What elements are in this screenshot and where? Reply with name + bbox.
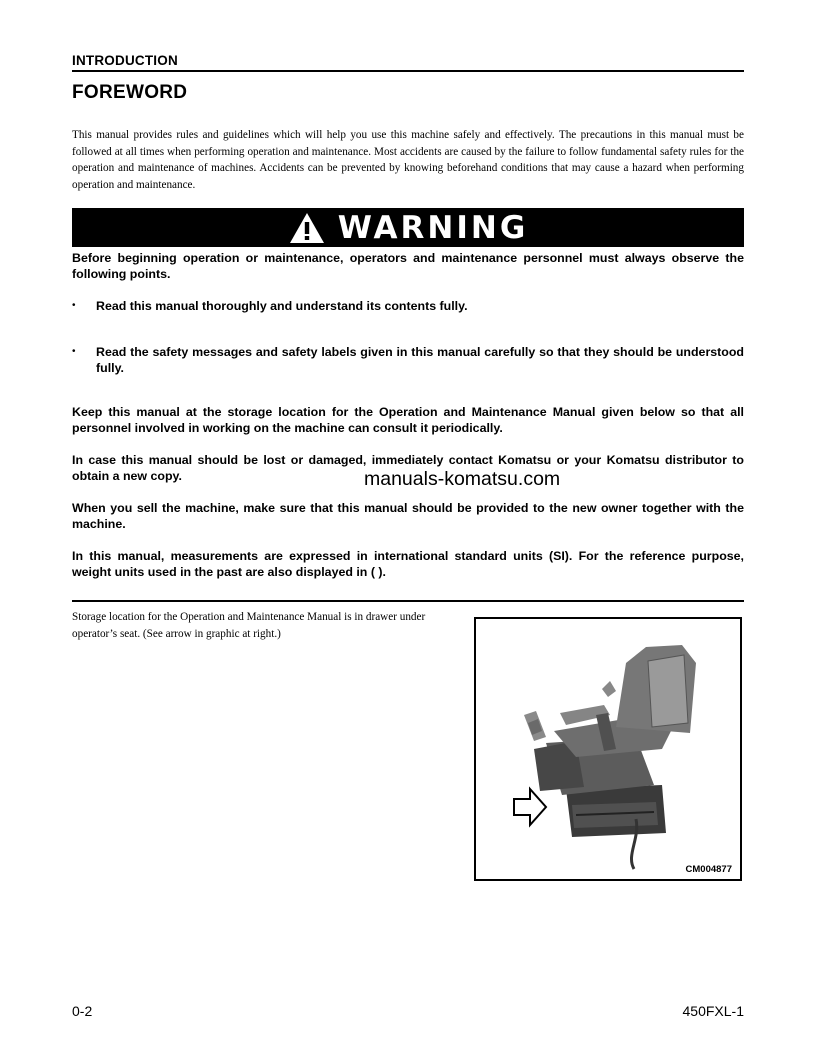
storage-instruction-paragraph: Keep this manual at the storage location for the Operation and Maintenance Manual given below so that all personnel involved in working on the machine can consult it periodically. [72,405,744,435]
seat-figure [474,617,742,881]
warning-lead: Before beginning operation or maintenance, operators and maintenance personnel must always observe the following points. [72,251,744,281]
page-title: FOREWORD [72,82,188,103]
bullet-text: Read this manual thoroughly and understand its contents fully. [96,299,468,313]
section-title: INTRODUCTION [72,53,178,68]
figure-label: CM004877 [685,864,732,875]
sell-machine-paragraph: When you sell the machine, make sure that this manual should be provided to the new owner together with the machine. [72,501,744,531]
watermark-text: manuals-komatsu.com [364,468,561,490]
lost-manual-paragraph: In case this manual should be lost or damaged, immediately contact Komatsu or your Komatsu distributor to obtain a new copy. [72,453,744,483]
model-number: 450FXL-1 [682,1003,744,1019]
bullet-icon: • [72,300,76,311]
list-item [72,298,744,314]
section-divider [72,600,744,602]
intro-paragraph: This manual provides rules and guidelines which will help you use this machine safely and effectively. The precautions in this manual must be followed at all times when performing operation and maintenance. Most accidents are caused by the failure to follow fundamental safety rules for the operation and maintenance of machines. Accidents can be prevented by knowing beforehand conditions that may cause a hazard when performing operation and maintenance. [72,129,744,191]
operator-seat-illustration [476,619,740,879]
page-number: 0-2 [72,1003,93,1019]
storage-location-text: Storage location for the Operation and Maintenance Manual is in drawer under operator’s seat. (See arrow in graphic at right.) [72,611,426,640]
warning-triangle-icon [288,211,326,245]
bullet-icon: • [72,346,76,357]
header-rule [72,70,744,72]
units-paragraph: In this manual, measurements are expressed in international standard units (SI). For the reference purpose, weight units used in the past are also displayed in ( ). [72,549,744,579]
warning-banner [72,208,744,247]
warning-label: WARNING [337,209,529,246]
list-item [72,344,744,376]
bullet-text: Read the safety messages and safety labels given in this manual carefully so that they should be understood fully. [96,345,744,375]
